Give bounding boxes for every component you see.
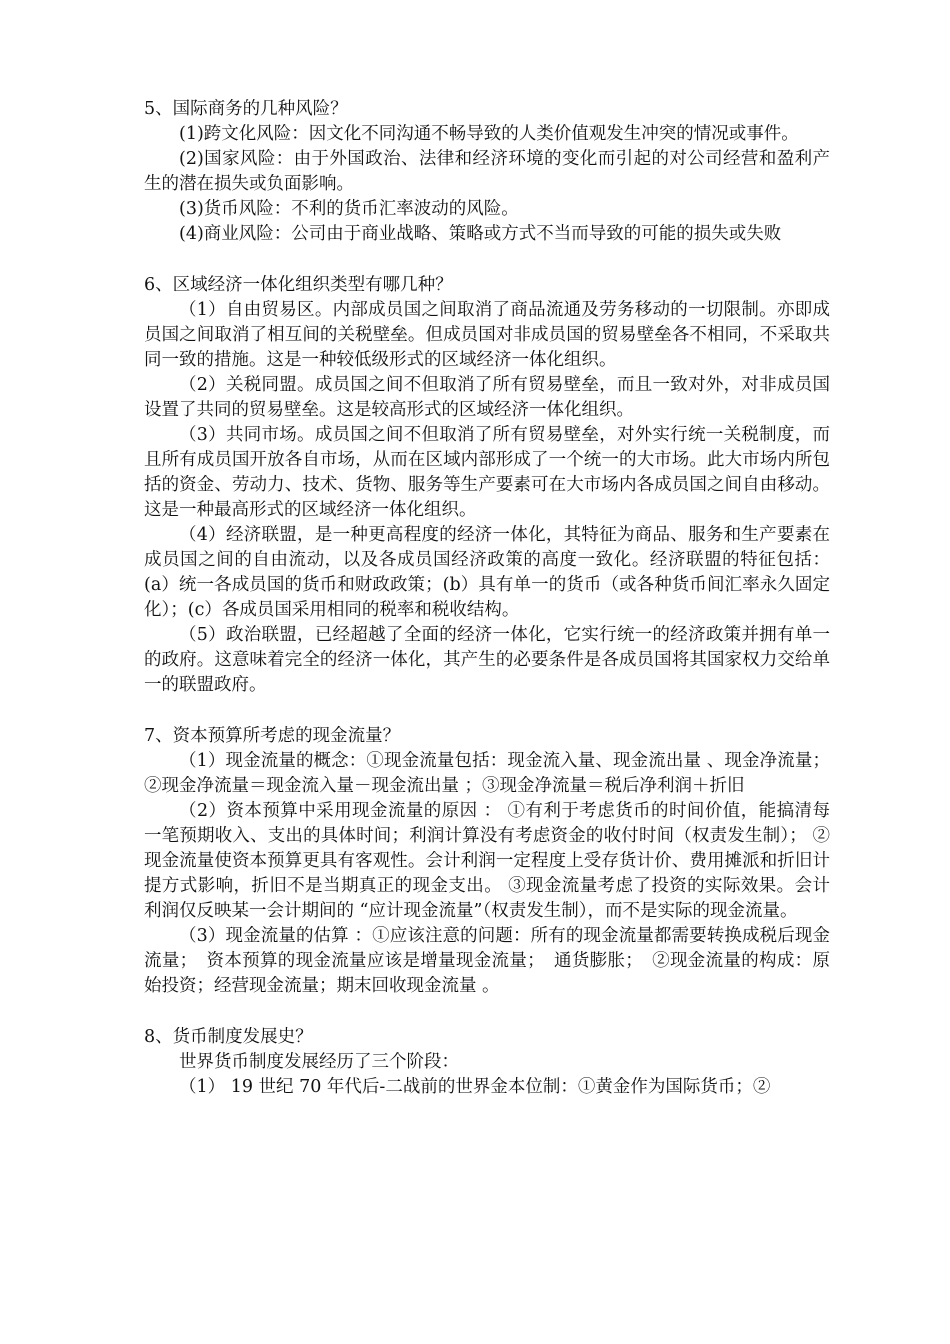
paragraph: （4）经济联盟，是一种更高程度的经济一体化，其特征为商品、服务和生产要素在成员国之间的自由流动，以及各成员国经济政策的高度一致化。经济联盟的特征包括：(a）统一各成员国的货币和财政政策；(b）具有单一的货币（或各种货币间汇率永久固定化）；(c）各成员国采用相同的税率和税收结构。 [144, 525, 830, 620]
section-spacer [144, 999, 830, 1025]
paragraph: （3）现金流量的估算 ：①应该注意的问题：所有的现金流量都需要转换成税后现金流量； 资本预算的现金流量应该是增量现金流量； 通货膨胀； ②现金流量的构成：原始投资；经营现金流量；期末回收现金流量 。 [144, 926, 830, 996]
section-5-risks [144, 97, 830, 247]
paragraph: 世界货币制度发展经历了三个阶段： [179, 1052, 459, 1072]
section-heading: 5、国际商务的几种风险？ [144, 99, 348, 119]
section-6-integration [144, 273, 830, 698]
paragraph: (2)国家风险：由于外国政治、法律和经济环境的变化而引起的对公司经营和盈利产生的潜在损失或负面影响。 [144, 149, 830, 194]
section-heading: 7、资本预算所考虑的现金流量？ [144, 726, 401, 746]
paragraph: （1） 19 世纪 70 年代后-二战前的世界金本位制：①黄金作为国际货币；② [179, 1077, 771, 1097]
section-heading: 6、区域经济一体化组织类型有哪几种？ [144, 275, 453, 295]
section-spacer [144, 247, 830, 273]
paragraph: （2）资本预算中采用现金流量的原因 ： ①有利于考虑货币的时间价值，能搞清每一笔预期收入、支出的具体时间；利润计算没有考虑资金的收付时间（权责发生制）； ②现金流量使资本预算更具有客观性。会计利润一定程度上受存货计价、费用摊派和折旧计提方式影响，折旧不是当期真正的现金支出。 ③现金流量考虑了投资的实际效果。会计利润仅反映某一会计期间的 “应计现金流量”（权责发生制），而不是实际的现金流量。 [144, 801, 830, 921]
paragraph: （2）关税同盟。成员国之间不但取消了所有贸易壁垒，而且一致对外，对非成员国设置了共同的贸易壁垒。这是较高形式的区域经济一体化组织。 [144, 375, 830, 420]
section-7-cash-flow [144, 724, 830, 999]
paragraph: (4)商业风险：公司由于商业战略、策略或方式不当而导致的可能的损失或失败 [179, 224, 782, 244]
section-spacer [144, 698, 830, 724]
section-8-monetary-history [144, 1025, 830, 1100]
paragraph: （1）现金流量的概念：①现金流量包括：现金流入量、现金流出量 、现金净流量；②现金净流量＝现金流入量－现金流出量 ；③现金净流量＝税后净利润＋折旧 [144, 751, 830, 796]
paragraph: (1)跨文化风险：因文化不同沟通不畅导致的人类价值观发生冲突的情况或事件。 [179, 124, 799, 144]
paragraph: (3)货币风险：不利的货币汇率波动的风险。 [179, 199, 519, 219]
paragraph: （1）自由贸易区。内部成员国之间取消了商品流通及劳务移动的一切限制。亦即成员国之间取消了相互间的关税壁垒。但成员国对非成员国的贸易壁垒各不相同，不采取共同一致的措施。这是一种较低级形式的区域经济一体化组织。 [144, 300, 830, 370]
paragraph: （5）政治联盟，已经超越了全面的经济一体化，它实行统一的经济政策并拥有单一的政府。这意味着完全的经济一体化，其产生的必要条件是各成员国将其国家权力交给单一的联盟政府。 [144, 625, 830, 695]
section-heading: 8、货币制度发展史？ [144, 1027, 313, 1047]
paragraph: （3）共同市场。成员国之间不但取消了所有贸易壁垒，对外实行统一关税制度，而且所有成员国开放各自市场，从而在区域内部形成了一个统一的大市场。此大市场内所包括的资金、劳动力、技术、货物、服务等生产要素可在大市场内各成员国之间自由移动。这是一种最高形式的区域经济一体化组织。 [144, 425, 830, 520]
